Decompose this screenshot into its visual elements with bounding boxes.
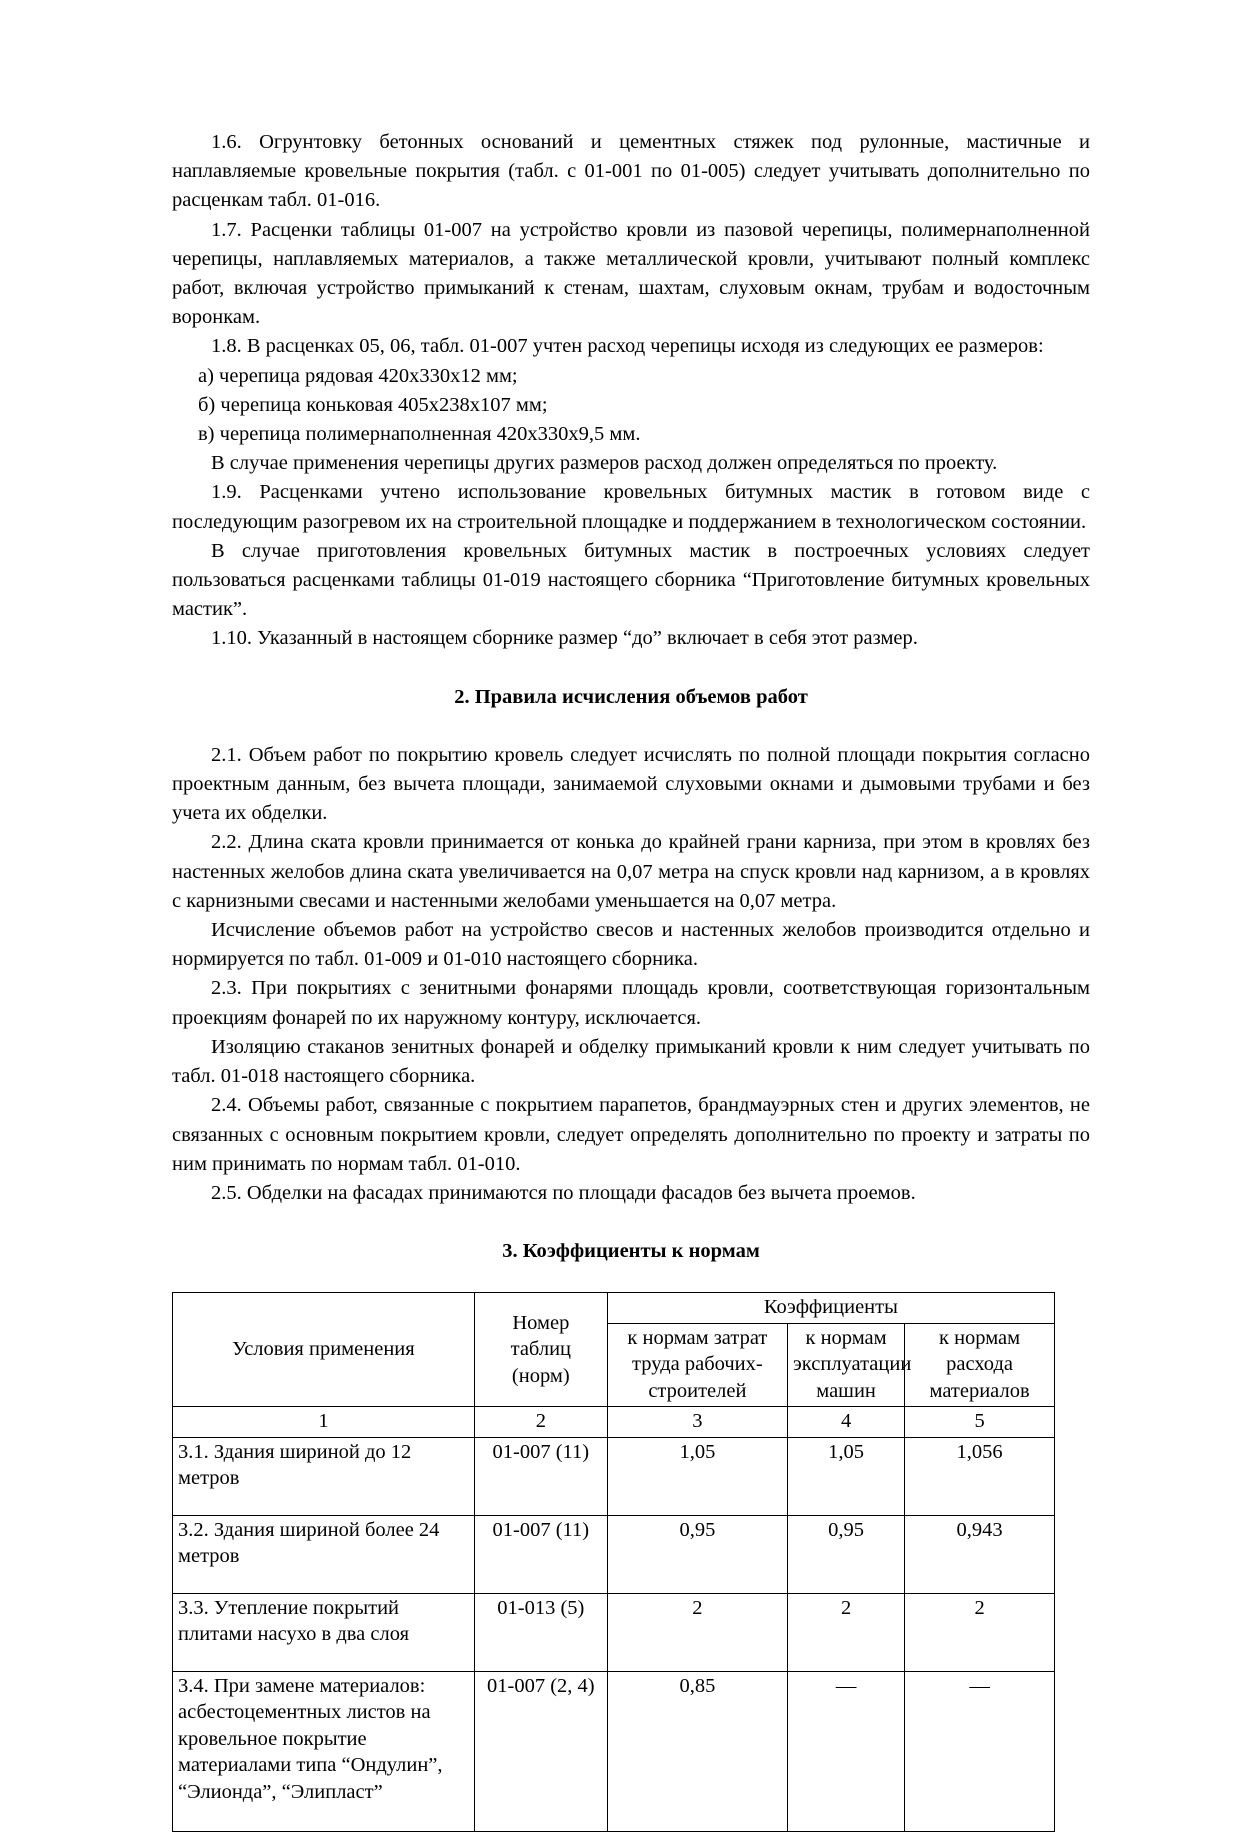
header-table-number-line1: Номер xyxy=(512,1311,570,1334)
column-number-1: 1 xyxy=(173,1407,475,1438)
row-material-coefficient: — xyxy=(905,1671,1055,1831)
row-condition: 3.2. Здания шириной более 24 метров xyxy=(173,1515,475,1593)
table-row xyxy=(173,1671,1055,1831)
table-row xyxy=(173,1515,1055,1593)
paragraph-1-10: 1.10. Указанный в настоящем сборнике размер “до” включает в себя этот размер. xyxy=(211,627,918,650)
row-material-coefficient: 2 xyxy=(905,1593,1055,1671)
row-machine-coefficient: 2 xyxy=(788,1593,905,1671)
row-condition: 3.4. При замене материалов: асбестоцементных листов на кровельное покрытие материалами типа “Ондулин”, “Элионда”, “Элипласт” xyxy=(173,1671,475,1831)
header-labor-line3: строителей xyxy=(648,1379,747,1402)
header-labor-norms xyxy=(607,1323,787,1407)
spacer xyxy=(172,1208,1090,1237)
row-condition: 3.1. Здания шириной до 12 метров xyxy=(173,1437,475,1515)
paragraph-2-1: 2.1. Объем работ по покрытию кровель следует исчислять по полной площади покрытия согласно проектным данным, без вычета площади, занимаемой слуховыми окнами и дымовыми трубами и без учета их обделки. xyxy=(172,743,1090,825)
table-header xyxy=(173,1293,1055,1438)
spacer xyxy=(172,654,1090,683)
row-material-coefficient: 0,943 xyxy=(905,1515,1055,1593)
paragraph-1-6: 1.6. Огрунтовку бетонных оснований и цементных стяжек под рулонные, мастичные и наплавляемые кровельные покрытия (табл. с 01-001 по 01-005) следует учитывать дополнительно по расценкам табл. 01-016. xyxy=(172,131,1090,212)
row-table-number: 01-013 (5) xyxy=(474,1593,607,1671)
header-machine-norms xyxy=(788,1323,912,1407)
row-material-coefficient: 1,056 xyxy=(905,1437,1055,1515)
table-header-row-1 xyxy=(173,1293,1055,1324)
paragraph-2-4: 2.4. Объемы работ, связанные с покрытием парапетов, брандмауэрных стен и других элементов, не связанных с основным покрытием кровли, следует определять дополнительно по проекту и затраты по ним принимать по нормам табл. 01-010. xyxy=(172,1094,1090,1175)
header-conditions: Условия применения xyxy=(173,1293,475,1407)
row-table-number: 01-007 (11) xyxy=(474,1515,607,1593)
header-machine-line1: к нормам xyxy=(805,1326,887,1349)
row-table-number: 01-007 (11) xyxy=(474,1437,607,1515)
row-labor-coefficient: 0,85 xyxy=(607,1671,787,1831)
table-row xyxy=(173,1437,1055,1515)
paragraph-1-8-item-v: в) черепица полимернаполненная 420х330х9,5 мм. xyxy=(198,423,641,446)
header-material-line2: расхода xyxy=(946,1353,1013,1376)
table-row xyxy=(173,1593,1055,1671)
row-labor-coefficient: 2 xyxy=(607,1593,787,1671)
row-labor-coefficient: 1,05 xyxy=(607,1437,787,1515)
spacer xyxy=(172,1266,1090,1292)
column-number-4: 4 xyxy=(788,1407,905,1438)
column-number-2: 2 xyxy=(474,1407,607,1438)
paragraph-2-2-note: Исчисление объемов работ на устройство свесов и настенных желобов производится отдельно и нормируется по табл. 01-009 и 01-010 настоящего сборника. xyxy=(172,919,1090,971)
row-machine-coefficient: 1,05 xyxy=(788,1437,905,1515)
paragraph-2-2: 2.2. Длина ската кровли принимается от конька до крайней грани карниза, при этом в кровлях без настенных желобов длина ската увеличивается на 0,07 метра на спуск кровли над карнизом, а в кровлях с карнизными свесами и настенными желобами уменьшается на 0,07 метра. xyxy=(172,831,1090,912)
paragraph-2-3: 2.3. При покрытиях с зенитными фонарями площадь кровли, соответствующая горизонтальным проекциям фонарей по их наружному контуру, исключается. xyxy=(172,977,1090,1029)
header-table-number xyxy=(474,1293,607,1407)
section-heading-2: 2. Правила исчисления объемов работ xyxy=(454,685,808,708)
spacer xyxy=(172,712,1090,741)
header-labor-line1: к нормам затрат xyxy=(627,1326,768,1349)
header-machine-line2: эксплуатации xyxy=(793,1353,912,1376)
header-material-line3: материалов xyxy=(929,1379,1030,1402)
row-condition: 3.3. Утепление покрытий плитами насухо в два слоя xyxy=(173,1593,475,1671)
paragraph-1-8: 1.8. В расценках 05, 06, табл. 01-007 учтен расход черепицы исходя из следующих ее размеров: xyxy=(211,335,1044,358)
paragraph-1-8-note: В случае применения черепицы других размеров расход должен определяться по проекту. xyxy=(211,452,998,475)
header-table-number-line2: таблиц (норм) xyxy=(510,1338,572,1387)
header-coefficients-group: Коэффициенты xyxy=(607,1293,1054,1324)
row-machine-coefficient: — xyxy=(788,1671,905,1831)
header-labor-line2: труда рабочих- xyxy=(632,1353,763,1376)
paragraph-1-8-item-a: а) черепица рядовая 420х330х12 мм; xyxy=(198,364,518,387)
paragraph-2-3-note: Изоляцию стаканов зенитных фонарей и обделку примыканий кровли к ним следует учитывать по табл. 01-018 настоящего сборника. xyxy=(172,1035,1090,1088)
section-heading-3: 3. Коэффициенты к нормам xyxy=(502,1240,760,1263)
column-number-3: 3 xyxy=(607,1407,787,1438)
header-material-norms xyxy=(905,1323,1055,1407)
table-body xyxy=(173,1437,1055,1831)
column-number-5: 5 xyxy=(905,1407,1055,1438)
row-machine-coefficient: 0,95 xyxy=(788,1515,905,1593)
header-material-line1: к нормам xyxy=(938,1326,1021,1349)
paragraph-1-9-note: В случае приготовления кровельных битумных мастик в построечных условиях следует пользоваться расценками таблицы 01-019 настоящего сборника “Приготовление битумных кровельных мастик”. xyxy=(172,539,1090,621)
paragraph-2-5: 2.5. Обделки на фасадах принимаются по площади фасадов без вычета проемов. xyxy=(211,1181,916,1204)
paragraph-1-8-item-b: б) черепица коньковая 405х238х107 мм; xyxy=(198,393,548,416)
header-machine-line3: машин xyxy=(816,1379,876,1402)
coefficients-table xyxy=(172,1292,1055,1832)
paragraph-1-9: 1.9. Расценками учтено использование кровельных битумных мастик в готовом виде с последующим разогревом их на строительной площадке и поддержанием в технологическом состоянии. xyxy=(172,481,1090,533)
paragraph-1-7: 1.7. Расценки таблицы 01-007 на устройство кровли из пазовой черепицы, полимернаполненной черепицы, наплавляемых материалов, а также металлической кровли, учитывают полный комплекс работ, включая устройство примыканий к стенам, шахтам, слуховым окнам, трубам и водосточным воронкам. xyxy=(172,218,1090,329)
row-labor-coefficient: 0,95 xyxy=(607,1515,787,1593)
table-column-number-row xyxy=(173,1407,1055,1438)
row-table-number: 01-007 (2, 4) xyxy=(474,1671,607,1831)
